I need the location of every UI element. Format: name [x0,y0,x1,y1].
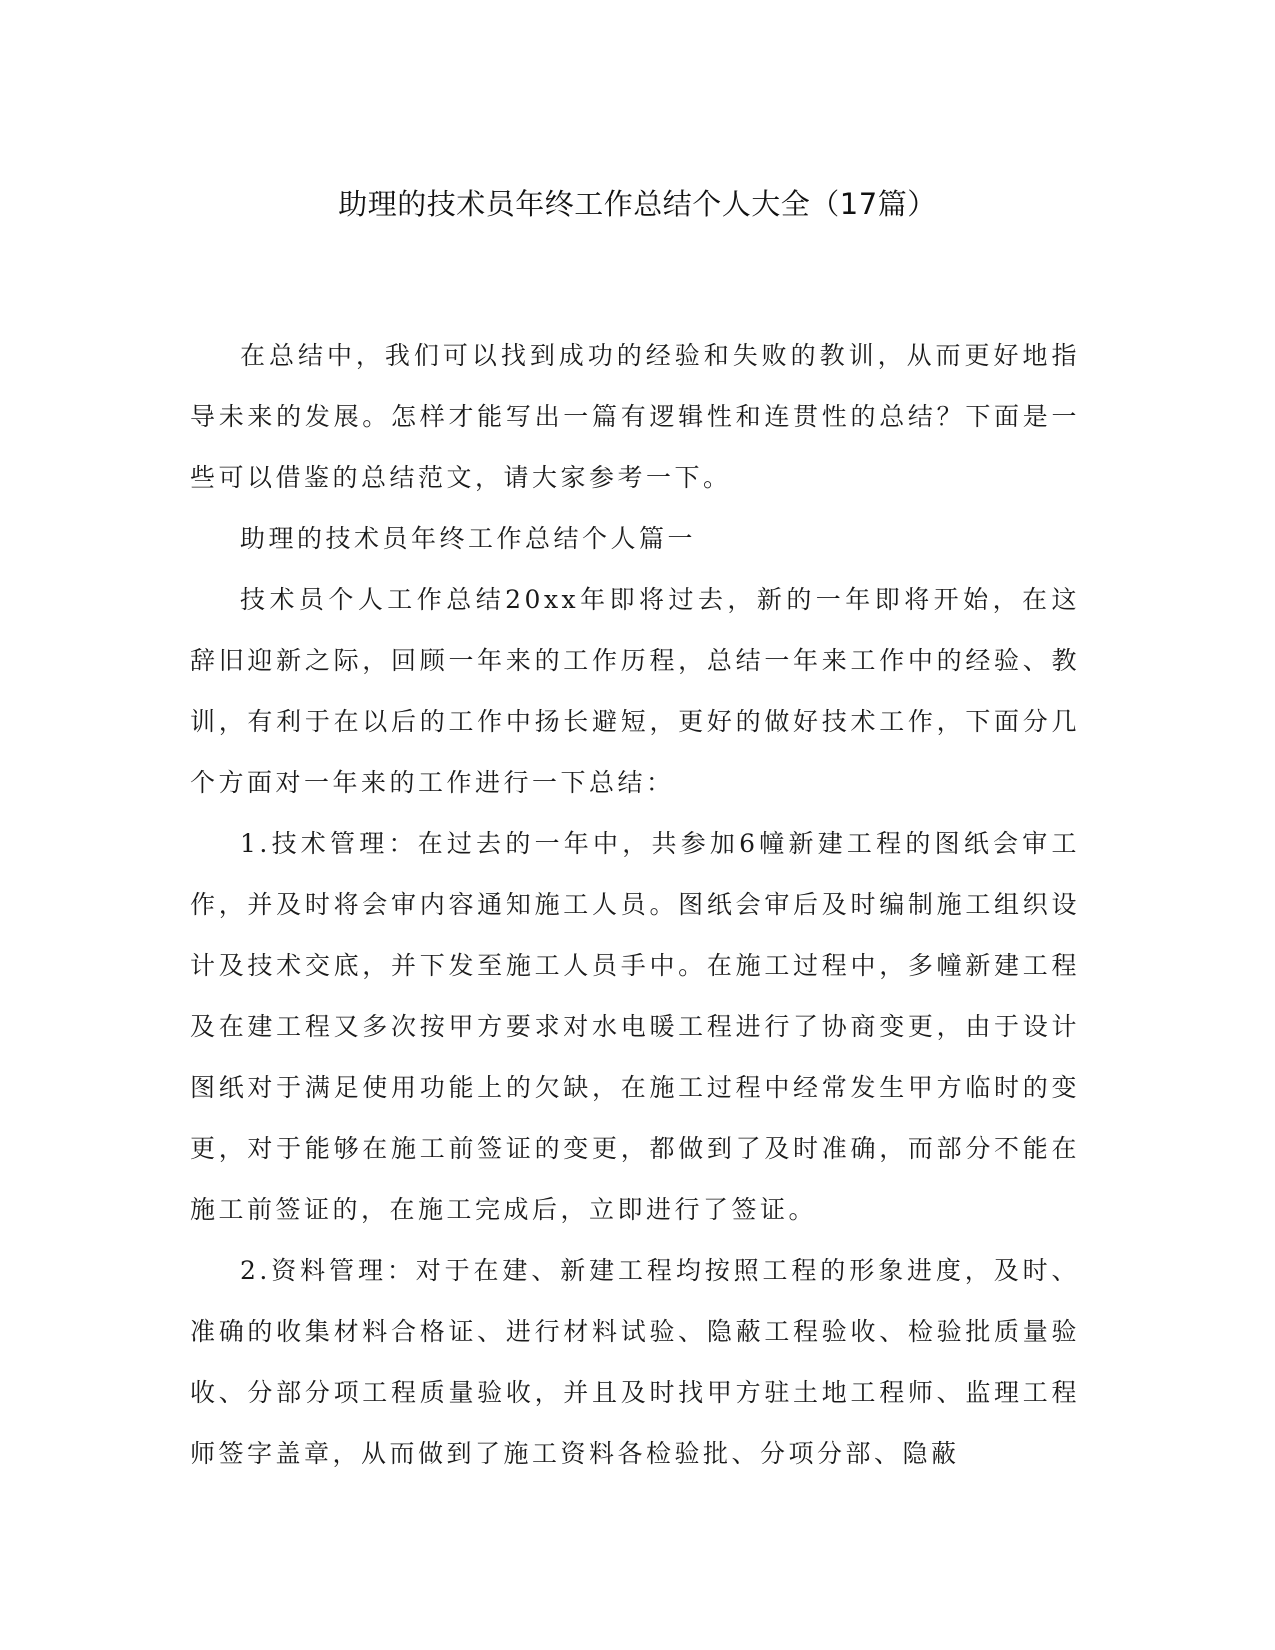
paragraph-intro: 在总结中，我们可以找到成功的经验和失败的教训，从而更好地指导未来的发展。怎样才能写出一篇有逻辑性和连贯性的总结？下面是一些可以借鉴的总结范文，请大家参考一下。 [190,341,1080,492]
paragraph-technical-management: 1.技术管理：在过去的一年中，共参加6幢新建工程的图纸会审工作，并及时将会审内容通知施工人员。图纸会审后及时编制施工组织设计及技术交底，并下发至施工人员手中。在施工过程中，多幢新建工程及在建工程又多次按甲方要求对水电暖工程进行了协商变更，由于设计图纸对于满足使用功能上的欠缺，在施工过程中经常发生甲方临时的变更，对于能够在施工前签证的变更，都做到了及时准确，而部分不能在施工前签证的，在施工完成后，立即进行了签证。 [190,829,1080,1224]
paragraph-overview: 技术员个人工作总结20xx年即将过去，新的一年即将开始，在这辞旧迎新之际，回顾一年来的工作历程，总结一年来工作中的经验、教训，有利于在以后的工作中扬长避短，更好的做好技术工作，下面分几个方面对一年来的工作进行一下总结： [190,585,1080,797]
document-title: 助理的技术员年终工作总结个人大全（17篇） [338,187,937,221]
document-body [190,325,1080,1484]
paragraph-document-management: 2.资料管理：对于在建、新建工程均按照工程的形象进度，及时、准确的收集材料合格证、进行材料试验、隐蔽工程验收、检验批质量验收、分部分项工程质量验收，并且及时找甲方驻土地工程师、监理工程师签字盖章，从而做到了施工资料各检验批、分项分部、隐蔽 [190,1256,1080,1468]
section-heading: 助理的技术员年终工作总结个人篇一 [240,524,697,553]
